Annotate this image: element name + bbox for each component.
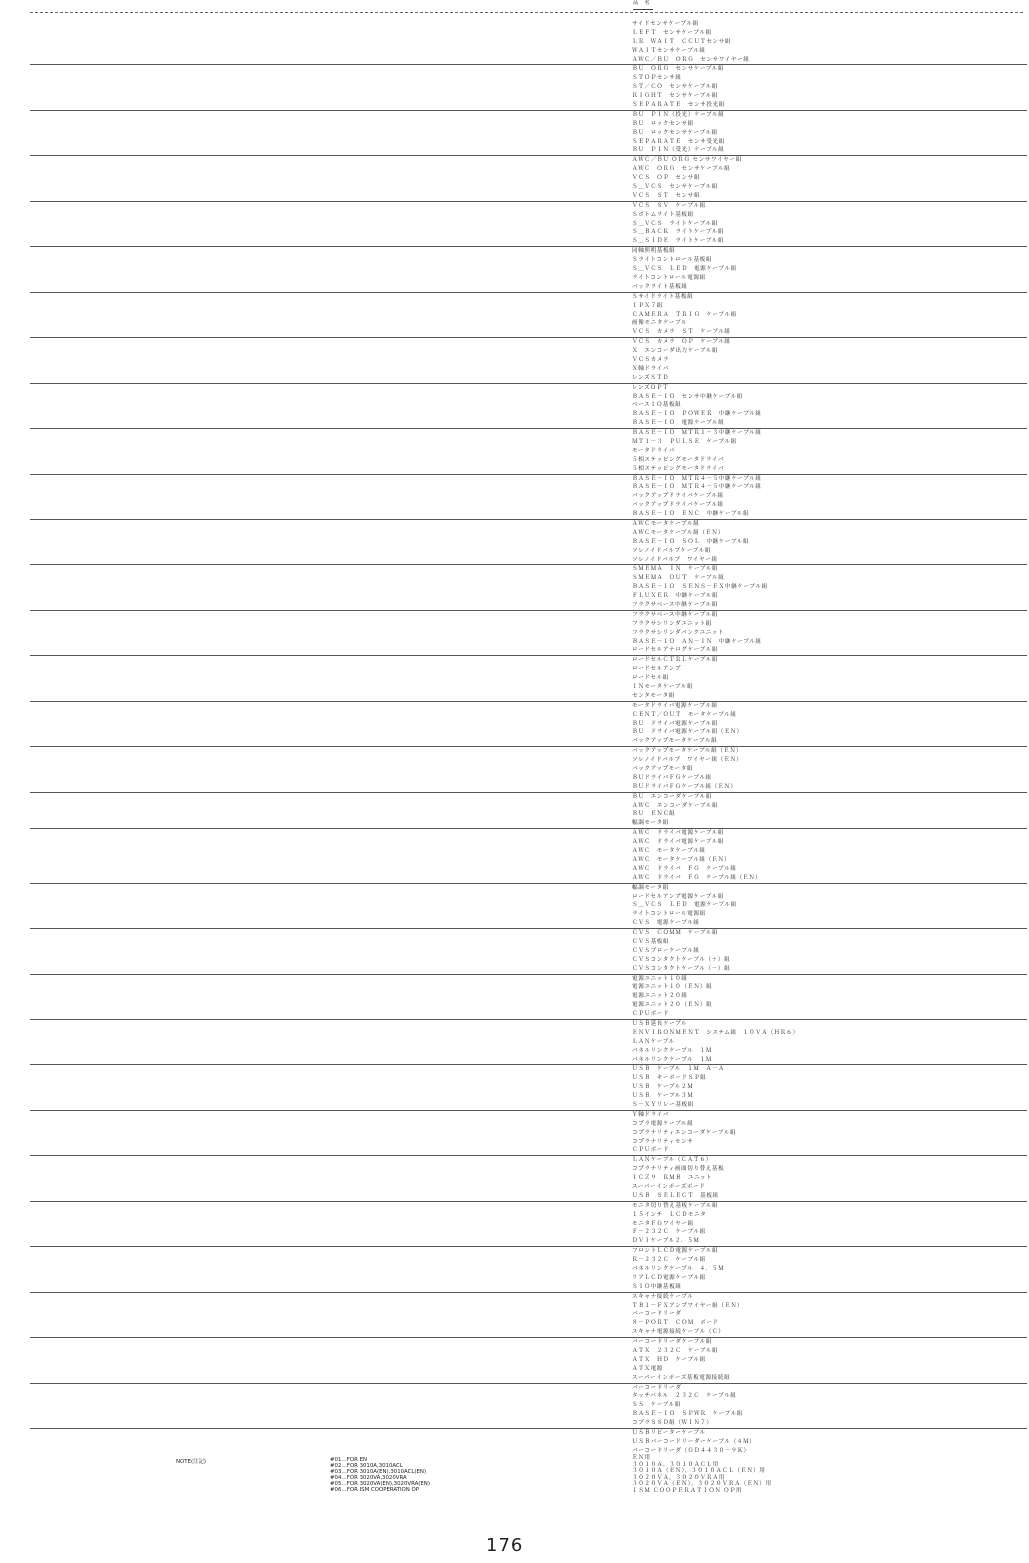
part-name: ＶＣＳ カメラ ＳＴ ケーブル組 (632, 329, 731, 336)
parts-group (632, 974, 1027, 1019)
row-separator (30, 746, 633, 747)
row-separator (30, 564, 633, 565)
part-name: ＢＵ ロックセンサケーブル組 (632, 129, 718, 136)
part-name: レンズＯＰＴ (632, 384, 669, 391)
part-name: バックライト基板組 (632, 283, 688, 290)
row-separator (30, 1292, 633, 1293)
part-name: ライトコントロール電源組 (632, 911, 706, 918)
part-name: パネルリンクケーブル ４．５Ｍ (632, 1266, 725, 1273)
part-name: バーコードリーダ (632, 1311, 682, 1318)
part-name: ＶＣＳ カメラ ＯＰ ケーブル組 (632, 339, 731, 346)
part-name: Ｘ軸ドライバ (632, 365, 669, 372)
parts-group (632, 1019, 1027, 1064)
part-name: ＵＳＢリピーターケーブル (632, 1430, 706, 1437)
parts-group (632, 883, 1027, 928)
part-name: １５インチ ＬＣＤモニタ (632, 1211, 707, 1218)
note-code: #05…FOR 3020VA(EN),3020VRA(EN) (330, 1481, 430, 1488)
part-name: ＬＡＮケーブル (632, 1038, 675, 1045)
part-name: ＡＷＣモータケーブル組（ＥＮ） (632, 529, 725, 536)
part-name: ＳＭＥＭＡ ＩＮ ケーブル組 (632, 566, 719, 573)
part-name: タッチパネル ２３２Ｃ ケーブル組 (632, 1393, 737, 1400)
part-name: ＣＰＵボード (632, 1147, 670, 1154)
part-name: ＢＵ ＰＩＮ（受光）ケーブル組 (632, 147, 725, 154)
part-name: ＢＵ ドライバ電源ケーブル組（ＥＮ） (632, 729, 743, 736)
part-name: ＣＥＮＴ／ＯＵＴ モータケーブル組 (632, 711, 737, 718)
part-name: ロードセルＣＴＲＬケーブル組 (632, 657, 719, 664)
row-separator (30, 701, 633, 702)
part-name: ＢＵドライバＦＧケーブル組 (632, 774, 712, 781)
part-name: Ｓ＿ＶＣＳ ＬＥＤ 電源ケーブル組 (632, 902, 737, 909)
row-separator (30, 155, 633, 156)
note-codes (330, 1457, 430, 1494)
parts-group (632, 383, 1027, 428)
row-separator (30, 928, 633, 929)
part-name: ＶＣＳ ＳＴ センサ組 (632, 192, 701, 199)
part-name: ＡＴＸ ２３２Ｃ ケーブル組 (632, 1348, 719, 1355)
part-name: ＡＷＣ／ＢＵ ＯＲＧ センサワイヤー組 (632, 56, 750, 63)
part-name: ＢＡＳＥ－ＩＯ ＥＮＣ 中継ケーブル組 (632, 511, 750, 518)
row-separator (30, 519, 633, 520)
part-name: ＶＣＳ ＳＶ ケーブル組 (632, 202, 706, 209)
row-separator (30, 383, 633, 384)
row-separator (30, 428, 633, 429)
part-name: ロードセルアナログケーブル組 (632, 647, 719, 654)
row-separator (30, 1155, 633, 1156)
part-name: モータドライバ (632, 447, 675, 454)
part-name: ロードセルアンプ (632, 666, 682, 673)
part-name: フラクサベース中継ケーブル組 (632, 611, 718, 618)
part-name: コプラＳＳＤ組（ＷＩＮ７） (632, 1420, 713, 1427)
column-title: 品 名 (633, 0, 651, 6)
note-description: ３０２０ＶＡ（ＥＮ），３０２０ＶＲＡ（ＥＮ）用 (632, 1481, 772, 1488)
part-name: ＲＩＧＨＴ センサケーブル組 (632, 93, 718, 100)
part-name: ライトコントロール電源組 (632, 274, 706, 281)
part-name: 幅調モータ組 (632, 820, 669, 827)
part-name: ＷＡＩＴセンサケーブル組 (632, 47, 706, 54)
parts-group (632, 746, 1027, 791)
part-name: ８－ＰＯＲＴ ＣＯＭ ボード (632, 1320, 719, 1327)
parts-group (632, 1428, 1027, 1456)
row-separator (30, 1428, 633, 1429)
part-name: Ｓ＿ＳＩＤＥ ライトケーブル組 (632, 238, 725, 245)
row-separator (30, 1246, 633, 1247)
part-name: Ｒ－２３２Ｃ ケーブル組 (632, 1257, 706, 1264)
part-name: フラクサベース中継ケーブル組 (632, 602, 718, 608)
row-separator (30, 1383, 633, 1384)
parts-group (632, 655, 1027, 700)
part-name: ＬＡＮケーブル（ＣＡＴ６） (632, 1157, 713, 1164)
note-description: ＥＮ用 (632, 1455, 651, 1461)
part-name: モニタＦＧワイヤー組 (632, 1220, 694, 1227)
parts-group (632, 1155, 1027, 1200)
part-name: ＩＮモータケーブル組 (632, 684, 694, 691)
part-name: ＵＳＢバーコードリーダーケーブル（４Ｍ） (632, 1438, 756, 1445)
part-name: ＢＵ ＰＩＮ（投光）ケーブル組 (632, 111, 725, 118)
part-name: ＶＣＳ ＯＰ センサ組 (632, 175, 701, 182)
part-name: ソレノイドバルブ ワイヤー組 (632, 556, 718, 563)
part-name: Ｓサイドライト基板組 (632, 293, 694, 300)
part-name: スーパーインポーズボード (632, 1184, 706, 1190)
part-name: バーコードリーダケーブル組 (632, 1339, 713, 1346)
part-name: バックアップモータケーブル組（ＥＮ） (632, 748, 743, 755)
parts-group (632, 64, 1027, 109)
part-name: 電源ユニット２０組 (632, 993, 688, 1000)
part-name: ＳＴ／ＣＯ センサケーブル組 (632, 84, 718, 91)
part-name: ＢＡＳＥ－ＩＯ ＳＥＮＳ－ＦＸ中継ケーブル組 (632, 584, 768, 591)
part-name: ＢＡＳＥ－ＩＯ ＡＮ－ＩＮ 中継ケーブル組 (632, 638, 762, 645)
part-name: パネルリンクケーブル １Ｍ (632, 1047, 712, 1054)
part-name: ＢＡＳＥ－ＩＯ ＳＰＷＲ ケーブル組 (632, 1411, 743, 1418)
part-name: ＳＳ ケーブル組 (632, 1402, 682, 1409)
row-separator (30, 1201, 633, 1202)
part-name: ＡＷＣ ドライバ ＦＧ ケーブル組（ＥＮ） (632, 874, 762, 881)
part-name: バックアップドライバケーブル組 (632, 493, 724, 500)
part-name: バックアップモータケーブル組 (632, 738, 718, 745)
note-code: #03…FOR 3010A(EN),3010ACL(EN) (330, 1469, 427, 1476)
part-name: センタモータ組 (632, 692, 675, 699)
part-name: Ｓライトコントロール基板組 (632, 257, 713, 264)
parts-group (632, 792, 1027, 829)
row-separator (30, 974, 633, 975)
part-name: ＢＡＳＥ－ＩＯ ＳＯＬ 中継ケーブル組 (632, 538, 750, 545)
part-name: バーコードリーダ（ＧＤ４４３０－９Ｋ） (632, 1447, 750, 1454)
parts-group (632, 1383, 1027, 1428)
parts-group (632, 1337, 1027, 1382)
parts-group (632, 201, 1027, 246)
part-name: ＳＥＰＡＲＡＴＥ センサ受光組 (632, 138, 725, 145)
parts-group (632, 928, 1027, 973)
part-name: Ｆ－２３２Ｃ ケーブル組 (632, 1229, 706, 1236)
part-name: ソレノイドバルブケーブル組 (632, 547, 712, 554)
part-name: ＵＳＢ ケーブル２Ｍ (632, 1084, 694, 1091)
part-name: Ｓ＿ＢＡＣＫ ライトケーブル組 (632, 229, 725, 236)
part-name: リアＬＣＤ電源ケーブル組 (632, 1274, 706, 1281)
part-name: 画像モニタケーブル (632, 320, 688, 327)
part-name: ＣＰＵボード (632, 1011, 670, 1018)
part-name: ＢＡＳＥ－ＩＯ ＭＴＲ１－３中継ケーブル組 (632, 430, 762, 437)
part-name: ＢＡＳＥ－ＩＯ 電源ケーブル組 (632, 420, 725, 427)
part-name: ＡＷＣ モータケーブル組（ＥＮ） (632, 856, 731, 863)
part-name: Ｓ＿ＶＣＳ ＬＥＤ 電源ケーブル組 (632, 266, 737, 273)
part-name: ＣＶＳブローケーブル組 (632, 947, 700, 954)
part-name: ＬＥＦＴ センサケーブル組 (632, 29, 712, 36)
row-separator (30, 246, 633, 247)
part-name: コプラナリティ画面切り替え基板 (632, 1166, 725, 1173)
part-name: Ｓボトムライト基板組 (632, 211, 694, 218)
part-name: ＳＴＯＰセンサ組 (632, 75, 682, 82)
part-name: ＶＣＳカメラ (632, 356, 670, 363)
part-name: Ｓ＿ＶＣＳ センサケーブル組 (632, 184, 718, 191)
part-name: ＢＡＳＥ－ＩＯ センサ中継ケーブル組 (632, 393, 743, 400)
part-name: ＡＷＣ モータケーブル組 (632, 848, 706, 855)
row-separator (30, 883, 633, 884)
page-number: 176 (486, 1535, 524, 1556)
part-name: ＵＳＢ キーボードＳＰ組 (632, 1075, 707, 1082)
parts-group (632, 1110, 1027, 1155)
parts-group (632, 155, 1027, 200)
part-name: ＡＴＸ電源 (632, 1365, 663, 1372)
parts-list (632, 20, 1027, 1456)
part-name: Ｙ軸ドライバ (632, 1111, 669, 1118)
part-name: ＢＵ エンコーダケーブル組 (632, 793, 713, 800)
note-code: #06…FOR ISM COOPERATION OP (330, 1487, 420, 1494)
part-name: ＣＶＳ 電源ケーブル組 (632, 920, 700, 927)
part-name: コプラナリティエンコーダケーブル組 (632, 1129, 737, 1136)
row-separator (30, 1337, 633, 1338)
parts-group (632, 610, 1027, 655)
part-name: ＢＵ ＥＮＣ組 (632, 811, 676, 818)
parts-group (632, 1201, 1027, 1246)
part-name: バックアップドライバケーブル組 (632, 502, 724, 509)
part-name: ＢＵ ロックセンサ組 (632, 120, 694, 127)
part-name: Ｓ－ＸＹリレー基板組 (632, 1101, 694, 1108)
parts-group (632, 246, 1027, 291)
part-name: ＵＳＢ延長ケーブル (632, 1020, 688, 1027)
column-title-underline (633, 9, 653, 10)
part-name: スーパーインポーズ基板電源接続組 (632, 1374, 731, 1381)
parts-group (632, 1292, 1027, 1337)
part-name: 同軸照明基板組 (632, 248, 676, 255)
part-name: バックアップモータ組 (632, 766, 694, 773)
note-code: #01…FOR EN (330, 1457, 368, 1463)
row-separator (30, 1019, 633, 1020)
parts-group (632, 828, 1027, 882)
note-description: ３０１０Ａ，３０１０ＡＣＬ用 (632, 1461, 719, 1468)
part-name: ＬＲ ＷＡＩＴ ＣＣＵＴセンサ組 (632, 38, 732, 45)
parts-group (632, 1246, 1027, 1291)
part-name: ＤＶＩケーブル２．５Ｍ (632, 1238, 700, 1245)
part-name: ＣＶＳ基板組 (632, 938, 670, 945)
row-separator (30, 474, 633, 475)
part-name: ＢＵドライバＦＧケーブル組（ＥＮ） (632, 783, 737, 790)
part-name: ＣＡＭＥＲＡ ＴＲＩＧ ケーブル組 (632, 311, 737, 318)
part-name: ＦＬＵＸＥＲ 中継ケーブル組 (632, 593, 719, 600)
part-name: ＳＭＥＭＡ ＯＵＴ ケーブル組 (632, 575, 725, 582)
part-name: ＩＰＸ７組 (632, 302, 663, 309)
row-separator (30, 292, 633, 293)
part-name: ＡＷＣモータケーブル組 (632, 520, 700, 527)
part-name: 電源ユニット１０組 (632, 975, 688, 982)
part-name: サイドセンサケーブル組 (632, 21, 699, 27)
part-name: ＣＶＳ ＣＯＭＭ ケーブル組 (632, 930, 719, 937)
row-separator (30, 337, 633, 338)
note-code: #04…FOR 3020VA,3020VRA (330, 1475, 407, 1482)
parts-group (632, 474, 1027, 519)
part-name: 幅調モータ組 (632, 884, 669, 891)
part-name: ＣＶＳコンタクトケーブル（－）組 (632, 965, 731, 972)
part-name: スキャナ電源接続ケーブル（Ｃ） (632, 1329, 725, 1336)
part-name: ＳＥＰＡＲＡＴＥ センサ投光組 (632, 102, 725, 109)
note-label: NOTE(注記) (176, 1459, 206, 1465)
row-separator (30, 828, 633, 829)
part-name: ＣＶＳコンタクトケーブル（＋）組 (632, 956, 731, 963)
part-name: バーコードリーダ (632, 1384, 682, 1391)
part-name: ＢＵ ＯＲＧ センサケーブル組 (632, 66, 725, 73)
part-name: ＢＡＳＥ－ＩＯ ＭＴＲ４－５中継ケーブル組 (632, 475, 762, 482)
part-name: ５相ステッピングモータドライバ (632, 465, 725, 472)
parts-group (632, 337, 1027, 382)
row-separator (30, 655, 633, 656)
part-name: ＭＴ１－３ ＰＵＬＳＥ ケーブル組 (632, 438, 737, 445)
row-separator (30, 64, 633, 65)
part-name: ＵＳＢ ケーブル３Ｍ (632, 1093, 694, 1100)
part-name: フラクサシリンダバンクユニット (632, 629, 725, 636)
part-name: ロードセル組 (632, 675, 669, 682)
parts-group (632, 701, 1027, 746)
parts-group (632, 564, 1027, 609)
part-name: コプラ電源ケーブル組 (632, 1120, 694, 1127)
part-name: ＳＩＯ中継基板組 (632, 1283, 682, 1290)
parts-group (632, 292, 1027, 337)
part-name: ＵＳＢ ＳＥＬＥＣＴ 基板組 (632, 1192, 719, 1199)
note-description: ３０２０ＶＡ，３０２０ＶＲＡ用 (632, 1474, 725, 1481)
row-separator (30, 610, 633, 611)
part-name: 電源ユニット１０（ＥＮ）組 (632, 984, 713, 991)
part-name: ＡＷＣ ドライバ電源ケーブル組 (632, 830, 725, 837)
part-name: ベースＩＯ基板組 (632, 402, 682, 409)
column-header (633, 0, 653, 10)
parts-group (632, 1064, 1027, 1109)
part-name: ロードセルアンプ電源ケーブル組 (632, 893, 725, 900)
part-name: ＵＳＢ ケーブル １Ｍ Ａ－Ａ (632, 1066, 725, 1073)
top-dashed-rule (30, 12, 1023, 13)
part-name: ＴＢ１－ＦＸアンプワイヤー組（ＥＮ） (632, 1302, 744, 1309)
part-name: ＡＷＣ ＯＲＧ センサケーブル組 (632, 166, 731, 173)
part-name: パネルリンクケーブル １Ｍ (632, 1056, 712, 1063)
row-separator (30, 1110, 633, 1111)
part-name: ＡＷＣ／ＢＵ ＯＲＧ センサワイヤー組 (632, 157, 742, 164)
part-name: ＡＴＸ ＨＤ ケーブル組 (632, 1356, 706, 1363)
note-description: ３０１０Ａ（ＥＮ），３０１０ＡＣＬ（ＥＮ）用 (632, 1468, 766, 1475)
part-name: ＢＵ ドライバ電源ケーブル組 (632, 720, 718, 727)
part-name: フラクサシリンダユニット組 (632, 620, 712, 627)
part-name: ＡＷＣ ドライバ電源ケーブル組 (632, 839, 725, 846)
note-code: #02…FOR 3010A,3010ACL (330, 1463, 403, 1470)
parts-group (632, 110, 1027, 155)
part-name: ５相ステッピングモータドライバ (632, 456, 725, 463)
part-name: フロントＬＣＤ電源ケーブル組 (632, 1248, 719, 1255)
row-separator (30, 201, 633, 202)
part-name: コプラナリティセンサ (632, 1138, 694, 1145)
part-name: ＢＡＳＥ－ＩＯ ＰＯＷＥＲ 中継ケーブル組 (632, 411, 762, 418)
note-descriptions (632, 1455, 772, 1495)
part-name: モータドライバ電源ケーブル組 (632, 702, 718, 709)
parts-group (632, 20, 1027, 64)
part-name: レンズＳＴＤ (632, 374, 669, 381)
row-separator (30, 792, 633, 793)
part-name: 電源ユニット２０（ＥＮ）組 (632, 1002, 713, 1009)
part-name: ＢＡＳＥ－ＩＯ ＭＴＲ４－５中継ケーブル組 (632, 484, 762, 491)
part-name: Ｘ エンコーダ出力ケーブル組 (632, 348, 719, 355)
part-name: スキャナ接続ケーブル (632, 1293, 694, 1300)
parts-group (632, 519, 1027, 564)
part-name: ソレノイドバルブ ワイヤー組（ＥＮ） (632, 757, 743, 764)
row-separator (30, 110, 633, 111)
note-description: ＩＳＭ ＣＯＯＰＥＲＡＴＩＯＮ ＯＰ用 (632, 1487, 743, 1494)
row-separator (30, 1064, 633, 1065)
part-name: ＥＮＶＩＲＯＮＭＥＮＴ システム組 １０ＶＡ（ＨＲ６） (632, 1029, 799, 1036)
part-name: Ｓ＿ＶＣＳ ライトケーブル組 (632, 220, 718, 227)
part-name: ＡＷＣ エンコーダケーブル組 (632, 802, 719, 809)
part-name: ＩＣＺ９ ＲＭＢ ユニット (632, 1175, 713, 1182)
part-name: ＡＷＣ ドライバ ＦＧ ケーブル組 (632, 865, 737, 872)
parts-group (632, 428, 1027, 473)
part-name: モニタ切り替え基板ケーブル組 (632, 1202, 719, 1209)
